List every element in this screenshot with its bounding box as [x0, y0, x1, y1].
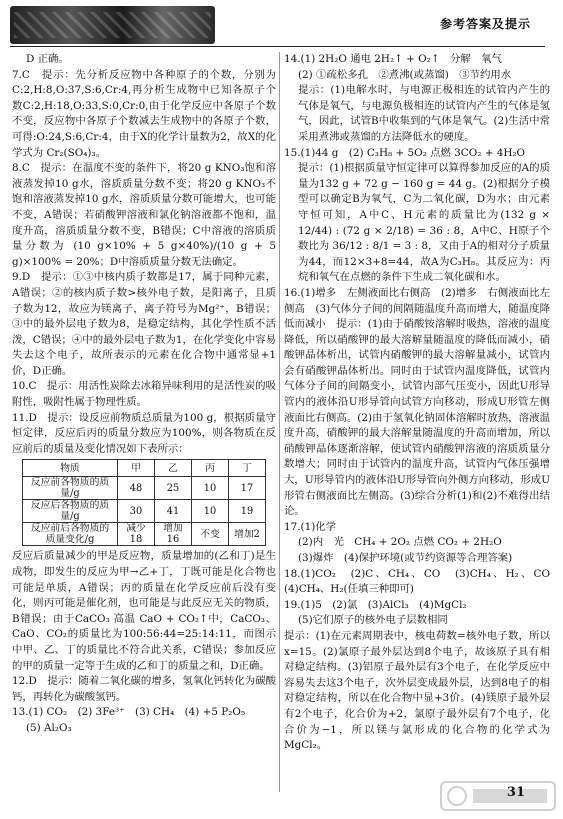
answer-paragraph: 反应后质量减少的甲是反应物，质量增加的(乙和丁)是生成物，即发生的反应为甲→乙+丁，丁既可能是化合物也可能是单质，A错误；丙的质量在化学反应前后没有变化，则丙可能是催化剂，也可能是与此反应无关的物质，B错误；由于CaCO₃ 高温 CaO + CO₂↑中，CaCO₃、CaO、CO₂的质量比为100:56:44=25:14:11，而图示中甲、乙、丁的质量比不符合此关系，C错误；参加反应的甲的质量一定等于生成的乙和丁的质量之和，D正确。 — [12, 550, 276, 672]
table-cell: 不变 — [192, 523, 229, 546]
table-header-cell: 乙 — [155, 460, 192, 477]
table-cell: 反应前后各物质的质量变化/g — [23, 523, 118, 546]
table-cell: 17 — [229, 477, 266, 500]
mass-change-table — [22, 459, 266, 546]
answer-paragraph: 14.(1) 2H₂O 通电 2H₂↑ + O₂↑ 分解 氧气 — [284, 53, 502, 65]
answer-paragraph: 17.(1)化学 — [284, 520, 337, 533]
table-cell: 减少18 — [118, 523, 155, 546]
table-cell: 25 — [155, 477, 192, 500]
answer-paragraph: 提示：(1)在元素周期表中，核电荷数=核外电子数，所以x=15。(2)氯原子最外层达到8个电子，故该原子具有相对稳定结构。(3)铝原子最外层有3个电子，在化学反应中容易失去这3个电子，次外层变成最外层，达到8电子的相对稳定结构，所以在化合物中显+3价。(4)镁原子最外层有2个电子，化合价为+2，氯原子最外层有7个电子，化合价为−1，所以镁与氯形成的化合物的化学式为MgCl₂。 — [284, 629, 550, 752]
answer-paragraph: 10.C 提示：用活性炭除去冰箱异味利用的是活性炭的吸附性，吸附性属于物理性质。 — [12, 380, 276, 409]
answer-paragraph: 19.(1)5 (2)氯 (3)AlCl₃ (4)MgCl₂ — [284, 598, 467, 611]
watermark-logo — [439, 778, 557, 814]
answer-paragraph: 8.C 提示：在温度不变的条件下，将20 g KNO₃饱和溶液蒸发掉10 g水，溶质质量分数不变；将20 g KNO₃不饱和溶液蒸发掉10 g水，溶质质量分数可能增大，也可能不变，A错误；若硝酸钾溶液和氯化钠溶液都不饱和，温度升高，溶质质量分数不变，B错误；C中溶液的溶质质量分数为 (10 g×10% + 5 g×40%)/(10 g + 5 g)×100% = 20%；D中溶质质量分数无法确定。 — [12, 162, 276, 268]
table-header-cell: 丁 — [229, 460, 266, 477]
table-row — [23, 500, 266, 523]
answer-paragraph: (2) ①疏松多孔 ②煮沸(或蒸馏) ③节约用水 — [298, 68, 512, 81]
answer-paragraph: 9.D 提示：①③中核内质子数都是17，属于同种元素，A错误；②的核内质子数>核外电子数，是阳离子，且质子数为12，故应为镁离子，离子符号为Mg²⁺，B错误；③中的最外层电子数为8，是稳定结构，其化学性质不活泼，C错误；④中的最外层电子数为1，在化学变化中容易失去这个电子，故所表示的元素在化合物中通常显+1价，D正确。 — [12, 271, 276, 377]
table-cell: 增加2 — [229, 523, 266, 546]
table-cell: 反应后各物质的质量/g — [23, 500, 118, 523]
left-column-paragraphs-after-table — [12, 549, 276, 736]
answer-paragraph: (3)爆炸 (4)保护环境(或节约资源等合理答案) — [298, 552, 513, 564]
table-header-cell: 丙 — [192, 460, 229, 477]
table-header-cell: 物质 — [23, 460, 118, 477]
table-cell: 10 — [192, 477, 229, 500]
table-cell: 增加16 — [155, 523, 192, 546]
header-title: 参考答案及提示 — [439, 17, 531, 31]
table-cell: 10 — [192, 500, 229, 523]
answer-paragraph: 15.(1)44 g (2) C₃H₈ + 5O₂ 点燃 3CO₂ + 4H₂O — [284, 146, 526, 159]
table-header-cell: 甲 — [118, 460, 155, 477]
page-header — [0, 0, 563, 48]
table-header-row — [23, 460, 266, 477]
answer-paragraph: 12.D 提示：随着二氧化碳的增多，氢氧化钙转化为碳酸钙，再转化为碳酸氢钙。 — [12, 675, 276, 703]
table-cell: 48 — [118, 477, 155, 500]
answer-paragraph: 16.(1)增多 左侧液面比右侧高 (2)增多 右侧液面比左侧高 (3)气体分子间的间隔随温度升高而增大，随温度降低而减小 提示：(1)由于硝酸铵溶解时吸热，溶液的温度降低，所以硝酸钾的最大溶解量随温度的降低而减小，硝酸钾晶体析出，试管内硝酸钾的最大溶解量减小，试管内会有硝酸钾晶体析出。同时由于试管内温度降低，试管内气体分子间的间隔变小，试管内部气压变小，因此U形导管内的液体沿U形导管向试管方向移动，形成U形管左侧液面比右侧高。(2)由于氢氧化钠固体溶解时放热，溶液温度升高，硝酸钾的最大溶解量随温度的升高而增加，所以硝酸钾晶体逐渐溶解，使试管内硝酸钾溶液的溶质质量分数增大；同时由于试管内的温度升高，试管内气体压强增大，U形导管内的液体沿U形导管向外侧方向移动，形成U形管右侧液面比左侧高。(3)综合分析(1)和(2)不难得出结论。 — [284, 286, 550, 518]
table-cell: 反应前各物质的质量/g — [23, 477, 118, 500]
left-column — [12, 52, 276, 737]
right-column-paragraphs — [284, 52, 561, 754]
table-cell: 30 — [118, 500, 155, 523]
answer-paragraph: 7.C 提示：先分析反应物中各种原子的个数，分别为C:2,H:8,O:37,S:6,Cr:4,再分析生成物中已知各原子个数C:2,H:18,O:33,S:0,Cr:0,由于化学反应中各原子个数不变，反应物中各原子个数减去生成物中的各原子个数，可得:O:24,S:6,Cr:4，由于X的化学计量数为2，故X的化学式为 Cr₂(SO₄)₃。 — [12, 68, 276, 159]
answer-paragraph: 11.D 提示：设反应前物质总质量为100 g，根据质量守恒定律，反应后丙的质量分数应为100%，则各物质在反应前后的质量及变化情况如下表所示： — [12, 411, 276, 455]
answer-paragraph: (5) Al₂O₃ — [26, 721, 72, 734]
header-rule — [10, 46, 545, 47]
answer-paragraph: 18.(1)CO₂ (2)C、CH₄、CO (3)CH₄、H₂、CO (4)CH₄、H₂(任填三种即可) — [284, 567, 561, 596]
answer-paragraph: (2)内 光 CH₄ + 2O₂ 点燃 CO₂ + 2H₂O — [298, 536, 502, 549]
table-cell: 19 — [229, 500, 266, 523]
answer-paragraph: D 正确。 — [26, 53, 69, 65]
answer-paragraph: 提示：(1)根据质量守恒定律可以算得参加反应的A的质量为132 g + 72 g − 160 g = 44 g。(2)根据分子模型可以确定B为氧气，C为二氧化碳，D为水；由元素守恒可知，A中C、H元素的质量比为(132 g × 12/44) : (72 g × 2/18) = 36 : 8，A中C、H原子个数比为 36/12 : 8/1 = 3 : 8，又由于A的相对分子质量为44，而12×3+8=44，故A为C₃H₈。其反应为：丙烷和氧气在点燃的条件下生成二氧化碳和水。 — [298, 162, 550, 284]
right-column — [284, 52, 561, 754]
answer-paragraph: 13.(1) CO₂ (2) 3Fe³⁺ (3) CH₄ (4) +5 P₂O₅ — [12, 706, 246, 719]
column-divider — [279, 52, 280, 792]
table-row — [23, 477, 266, 500]
table-cell: 41 — [155, 500, 192, 523]
answer-paragraph: 提示：(1)电解水时，与电源正极相连的试管内产生的气体是氧气，与电源负极相连的试管内产生的气体是氢气，因此，试管B中收集到的气体是氧气。(2)生活中常采用煮沸或蒸馏的方法降低水的硬度。 — [298, 84, 550, 143]
answer-paragraph: (5)它们原子的核外电子层数相同 — [298, 614, 448, 627]
page-number: 31 — [506, 785, 525, 800]
decorative-banner-image — [10, 6, 215, 44]
left-column-paragraphs — [12, 52, 276, 457]
table-row — [23, 523, 266, 546]
